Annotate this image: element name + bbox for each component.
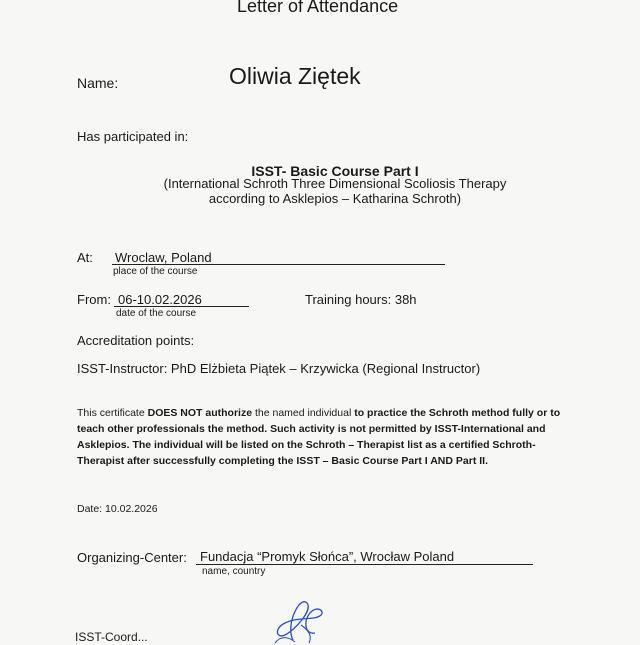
instructor-line: ISST-Instructor: PhD Elżbieta Piątek – Krzywicka (Regional Instructor) bbox=[77, 361, 481, 376]
organizing-center-label: Organizing-Center: bbox=[77, 550, 187, 565]
dates-underline bbox=[114, 306, 249, 307]
organizing-center-value: Fundacja “Promyk Słońca”, Wrocław Poland bbox=[200, 549, 455, 564]
disclaimer-bold-2: to practice the Schroth method fully or to teach other professionals the method. Such activity is not permitted by ISST-International and Asklepios. The individual will be listed on the Schroth – Therapist list as a certified Schroth-Therapist after successfully completing the ISST – Basic Course Part I AND Part II. bbox=[77, 407, 561, 467]
disclaimer-bold-1: DOES NOT authorize bbox=[147, 407, 253, 419]
at-label: At: bbox=[77, 250, 93, 265]
organizing-center-underline bbox=[196, 564, 533, 565]
place-caption: place of the course bbox=[113, 266, 198, 277]
organizing-center-caption: name, country bbox=[202, 566, 266, 577]
course-subtitle-line-2: according to Asklepios – Katharina Schroth) bbox=[208, 191, 462, 206]
disclaimer-text-1: This certificate bbox=[77, 407, 148, 419]
disclaimer-paragraph bbox=[77, 405, 577, 469]
document-title: Letter of Attendance bbox=[237, 0, 399, 16]
course-subtitle-line-1: (International Schroth Three Dimensional Scoliosis Therapy bbox=[163, 176, 507, 191]
issue-date: Date: 10.02.2026 bbox=[77, 503, 158, 515]
from-label: From: bbox=[77, 292, 111, 307]
accreditation-label: Accreditation points: bbox=[77, 333, 195, 348]
course-dates: 06-10.02.2026 bbox=[118, 292, 202, 307]
course-title: ISST- Basic Course Part I bbox=[251, 163, 419, 179]
handwritten-signature bbox=[255, 585, 335, 645]
participant-name: Oliwia Ziętek bbox=[229, 63, 361, 89]
disclaimer-text-2: the named individual bbox=[252, 407, 355, 419]
training-hours: Training hours: 38h bbox=[305, 292, 417, 307]
footer-partial-text: ISST-Coord... bbox=[75, 630, 148, 644]
name-label: Name: bbox=[77, 75, 119, 91]
participated-label: Has participated in: bbox=[77, 129, 189, 144]
dates-caption: date of the course bbox=[116, 308, 197, 319]
course-place: Wroclaw, Poland bbox=[115, 250, 212, 265]
place-underline bbox=[112, 264, 445, 265]
